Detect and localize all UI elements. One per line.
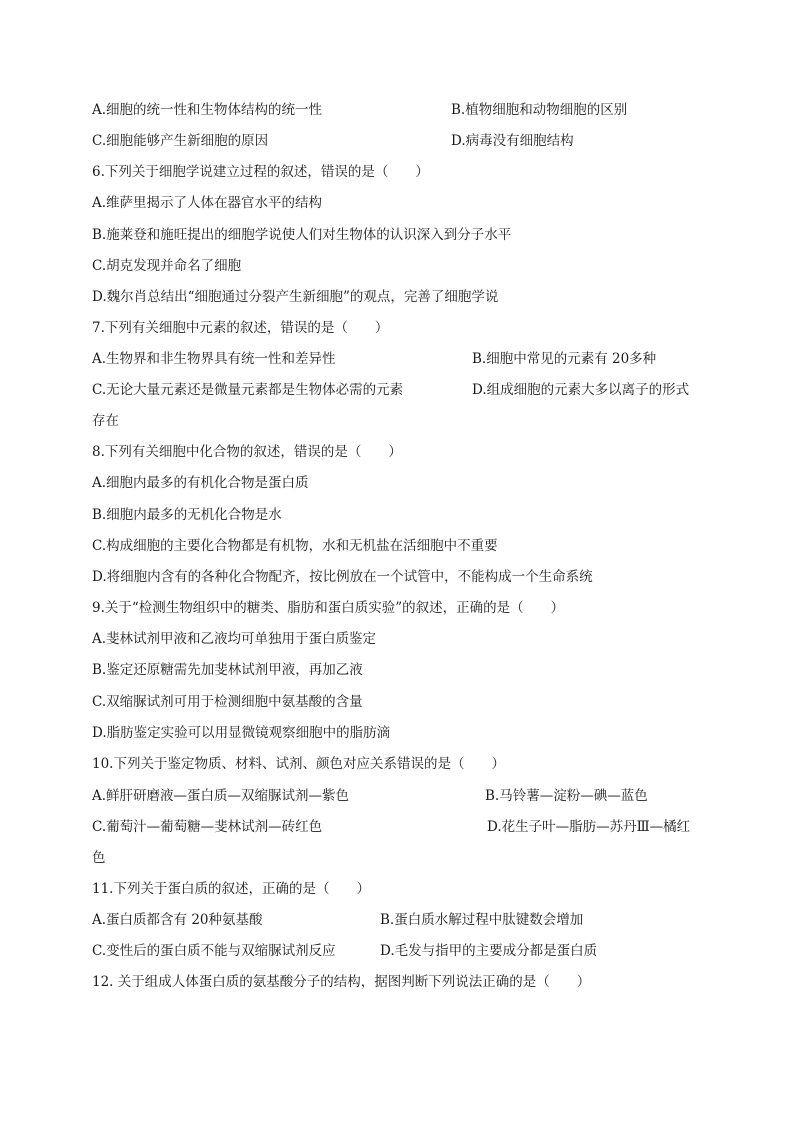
q9-option-c: C.双缩脲试剂可用于检测细胞中氨基酸的含量 [92,694,363,710]
q10-option-b: B.马铃薯—淀粉—碘—蓝色 [485,788,648,804]
q10-stem: 10.下列关于鉴定物质、材料、试剂、颜色对应关系错误的是（ ） [92,756,505,772]
q8-option-c: C.构成细胞的主要化合物都是有机物，水和无机盐在活细胞中不重要 [92,538,498,554]
q8-stem: 8.下列有关细胞中化合物的叙述，错误的是（ ） [92,444,402,460]
q5-option-a: A.细胞的统一性和生物体结构的统一性 [92,102,323,118]
q10-option-d: D.花生子叶—脂肪—苏丹Ⅲ—橘红 [487,819,691,835]
q6-option-b: B.施莱登和施旺提出的细胞学说使人们对生物体的认识深入到分子水平 [92,227,512,243]
q6-option-d: D.魏尔肖总结出“细胞通过分裂产生新细胞”的观点，完善了细胞学说 [92,289,499,305]
q5-option-d: D.病毒没有细胞结构 [451,133,574,149]
q11-option-a: A.蛋白质都含有 20种氨基酸 [92,912,263,928]
q6-option-a: A.维萨里揭示了人体在器官水平的结构 [92,195,323,211]
q6-stem: 6.下列关于细胞学说建立过程的叙述，错误的是（ ） [92,164,429,180]
q7-option-d-continued: 存在 [92,413,119,429]
q7-option-a: A.生物界和非生物界具有统一性和差异性 [92,351,336,367]
q8-option-a: A.细胞内最多的有机化合物是蛋白质 [92,475,309,491]
q11-stem: 11.下列关于蛋白质的叙述，正确的是（ ） [92,881,370,897]
q6-option-c: C.胡克发现并命名了细胞 [92,258,242,274]
q9-stem: 9.关于“检测生物组织中的糖类、脂肪和蛋白质实验”的叙述，正确的是（ ） [92,600,565,616]
q10-option-d-continued: 色 [92,850,106,866]
q10-option-a: A.鲜肝研磨液—蛋白质—双缩脲试剂—紫色 [92,788,350,804]
q11-option-b: B.蛋白质水解过程中肽键数会增加 [380,912,584,928]
q5-option-c: C.细胞能够产生新细胞的原因 [92,133,269,149]
q7-option-c: C.无论大量元素还是微量元素都是生物体必需的元素 [92,382,404,398]
q11-option-c: C.变性后的蛋白质不能与双缩脲试剂反应 [92,943,336,959]
q10-option-c: C.葡萄汁—葡萄糖—斐林试剂—砖红色 [92,819,323,835]
q11-option-d: D.毛发与指甲的主要成分都是蛋白质 [380,943,598,959]
q7-stem: 7.下列有关细胞中元素的叙述，错误的是（ ） [92,320,389,336]
q9-option-d: D.脂肪鉴定实验可以用显微镜观察细胞中的脂肪滴 [92,725,391,741]
q12-stem: 12. 关于组成人体蛋白质的氨基酸分子的结构，据图判断下列说法正确的是（ ） [92,974,591,990]
q9-option-a: A.斐林试剂甲液和乙液均可单独用于蛋白质鉴定 [92,631,377,647]
q7-option-d: D.组成细胞的元素大多以离子的形式 [472,382,690,398]
q8-option-b: B.细胞内最多的无机化合物是水 [92,507,282,523]
q9-option-b: B.鉴定还原糖需先加斐林试剂甲液，再加乙液 [92,662,363,678]
q5-option-b: B.植物细胞和动物细胞的区别 [451,102,628,118]
q7-option-b: B.细胞中常见的元素有 20多种 [472,351,657,367]
q8-option-d: D.将细胞内含有的各种化合物配齐，按比例放在一个试管中，不能构成一个生命系统 [92,569,593,585]
